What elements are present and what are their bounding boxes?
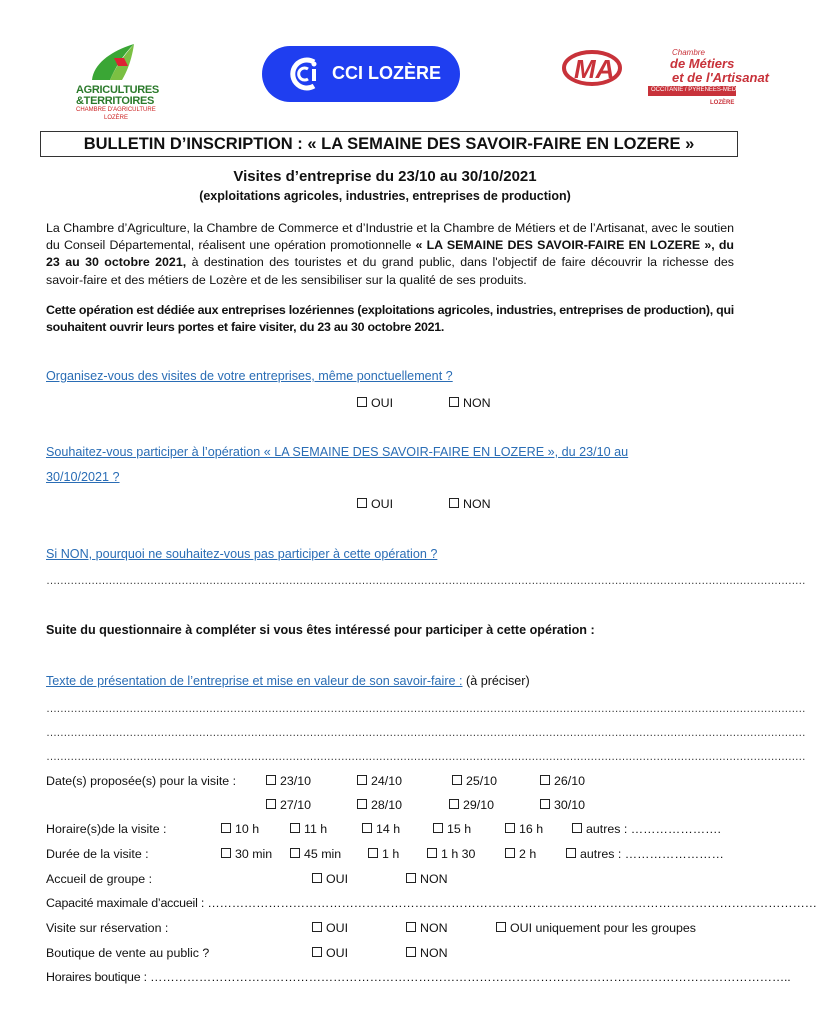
checkbox-icon <box>449 799 459 809</box>
checkbox-icon <box>266 775 276 785</box>
horaire-option: 16 h <box>519 822 544 836</box>
boutique-non-label: NON <box>420 946 448 960</box>
suite-heading: Suite du questionnaire à compléter si vous êtes intéressé pour participer à cette opération : <box>46 623 595 637</box>
checkbox-icon <box>290 848 300 858</box>
horaire-checkbox[interactable] <box>290 822 327 836</box>
presentation-answer-line-2[interactable]: ………………………………………………………………………………………………………………………………………………………………………………………………… <box>46 727 806 739</box>
reservation-non-checkbox[interactable] <box>406 921 448 935</box>
date-checkbox[interactable] <box>266 774 311 788</box>
cma-region-band <box>648 86 771 96</box>
accueil-non-label: NON <box>420 872 448 886</box>
subtitle-detail: (exploitations agricoles, industries, entreprises de production) <box>199 189 571 203</box>
q1-oui-checkbox[interactable] <box>357 396 393 410</box>
duree-option: 45 min <box>304 847 342 861</box>
duree-checkbox[interactable] <box>221 847 272 861</box>
checkbox-icon <box>505 848 515 858</box>
question-visits: Organisez-vous des visites de votre entreprises, même ponctuellement ? <box>46 369 453 383</box>
q2-oui-checkbox[interactable] <box>357 497 393 511</box>
question-participate-line2: 30/10/2021 ? <box>46 470 120 484</box>
intro-paragraph <box>46 220 734 289</box>
horaire-checkbox[interactable] <box>572 822 721 836</box>
page-title: BULLETIN D’INSCRIPTION : « LA SEMAINE DES SAVOIR-FAIRE EN LOZERE » <box>83 135 695 153</box>
checkbox-icon <box>266 799 276 809</box>
cma-emblem-icon <box>562 46 646 90</box>
checkbox-icon <box>566 848 576 858</box>
reservation-oui-checkbox[interactable] <box>312 921 348 935</box>
date-checkbox[interactable] <box>540 774 585 788</box>
cma-logo-text-1: Chambre <box>672 48 705 57</box>
cma-logo-text-2: de Métiers <box>670 56 735 71</box>
why-not-answer-line[interactable]: ………………………………………………………………………………………………………………………………………………………………………………………………… <box>46 575 806 587</box>
reservation-groupes-label: OUI uniquement pour les groupes <box>510 921 696 935</box>
checkbox-icon <box>505 823 515 833</box>
checkbox-icon <box>540 775 550 785</box>
subtitle: Visites d’entreprise du 23/10 au 30/10/2021 <box>233 168 537 185</box>
q1-non-label: NON <box>463 396 491 410</box>
checkbox-icon <box>312 947 322 957</box>
checkbox-icon <box>449 397 459 407</box>
date-label: 27/10 <box>280 798 312 812</box>
duree-checkbox[interactable] <box>505 847 536 861</box>
date-checkbox[interactable] <box>540 798 585 812</box>
intro-text-a: La Chambre d’Agriculture, la Chambre de Commerce et d’Industrie et la Chambre de Métiers et de l’Artisanat, avec le soutien du Conseil Départemental, réalisent une opération promotionnelle <box>46 221 735 253</box>
checkbox-icon <box>357 775 367 785</box>
reservation-label: Visite sur réservation : <box>46 921 169 935</box>
date-label: 24/10 <box>371 774 403 788</box>
presentation-question <box>46 674 530 688</box>
presentation-link: Texte de présentation de l’entreprise et mise en valeur de son savoir-faire : <box>46 674 463 688</box>
reservation-groupes-checkbox[interactable] <box>496 921 696 935</box>
checkbox-icon <box>357 799 367 809</box>
accueil-oui-checkbox[interactable] <box>312 872 348 886</box>
date-label: 29/10 <box>463 798 495 812</box>
title-box <box>40 131 738 157</box>
checkbox-icon <box>449 498 459 508</box>
boutique-label: Boutique de vente au public ? <box>46 946 210 960</box>
checkbox-icon <box>221 848 231 858</box>
duree-option: 2 h <box>519 847 537 861</box>
duree-checkbox[interactable] <box>566 847 724 861</box>
horaires-boutique-field[interactable]: Horaires boutique : ………………………………………………………………………………………………………………………………………….. <box>46 970 791 984</box>
horaire-option: autres : …………………. <box>586 822 721 836</box>
checkbox-icon <box>540 799 550 809</box>
q1-non-checkbox[interactable] <box>449 396 491 410</box>
checkbox-icon <box>427 848 437 858</box>
dedication-paragraph: Cette opération est dédiée aux entreprises lozériennes (exploitations agricoles, industries, entreprises de production), qui souhaitent ouvrir leurs portes et faire visiter, du 23 au 30 octobre 2021. <box>46 303 734 335</box>
date-checkbox[interactable] <box>449 798 494 812</box>
svg-text:MA: MA <box>574 54 615 84</box>
horaire-checkbox[interactable] <box>505 822 543 836</box>
agri-logo-text-4: LOZÈRE <box>104 115 129 121</box>
horaire-option: 14 h <box>376 822 401 836</box>
checkbox-icon <box>357 397 367 407</box>
duree-option: 1 h 30 <box>441 847 476 861</box>
agri-logo-text-3: CHAMBRE D'AGRICULTURE <box>76 107 156 113</box>
checkbox-icon <box>496 922 506 932</box>
accueil-oui-label: OUI <box>326 872 349 886</box>
q2-oui-label: OUI <box>371 497 394 511</box>
question-why-not: Si NON, pourquoi ne souhaitez-vous pas participer à cette opération ? <box>46 547 438 561</box>
boutique-oui-checkbox[interactable] <box>312 946 348 960</box>
horaire-checkbox[interactable] <box>433 822 471 836</box>
duree-checkbox[interactable] <box>427 847 475 861</box>
cma-region-text: OCCITANIE / PYRÉNÉES-MÉDITERRANÉE <box>651 87 771 93</box>
horaire-option: 11 h <box>304 822 328 836</box>
presentation-suffix: (à préciser) <box>462 674 530 688</box>
accueil-label: Accueil de groupe : <box>46 872 153 886</box>
q2-non-checkbox[interactable] <box>449 497 491 511</box>
question-participate-line1: Souhaitez-vous participer à l’opération « LA SEMAINE DES SAVOIR-FAIRE EN LOZERE », du 23/10 au <box>46 445 629 459</box>
horaire-checkbox[interactable] <box>362 822 400 836</box>
capacite-field[interactable]: Capacité maximale d’accueil : …………………………………………………………………………………………………………………………………… <box>46 896 817 910</box>
date-label: 25/10 <box>466 774 498 788</box>
date-checkbox[interactable] <box>357 798 402 812</box>
duree-option: 1 h <box>382 847 400 861</box>
q1-oui-label: OUI <box>371 396 394 410</box>
intro-text-bold: « LA SEMAINE DES SAVOIR-FAIRE EN LOZERE », du 23 au 30 octobre 2021, <box>46 238 734 270</box>
cci-lozere-logo <box>262 46 460 102</box>
dates-label: Date(s) proposée(s) pour la visite : <box>46 774 237 788</box>
leaf-logo-icon <box>84 40 144 84</box>
horaire-option: 15 h <box>447 822 472 836</box>
cma-logo <box>560 42 771 110</box>
date-label: 23/10 <box>280 774 312 788</box>
cma-logo-text-5: LOZÈRE <box>710 100 735 106</box>
duree-option: 30 min <box>235 847 273 861</box>
duree-checkbox[interactable] <box>368 847 399 861</box>
checkbox-icon <box>406 873 416 883</box>
checkbox-icon <box>312 922 322 932</box>
checkbox-icon <box>362 823 372 833</box>
cma-logo-text-3: et de l'Artisanat <box>672 70 770 85</box>
date-label: 28/10 <box>371 798 403 812</box>
date-label: 26/10 <box>554 774 586 788</box>
cci-emblem-icon <box>284 54 324 94</box>
date-label: 30/10 <box>554 798 586 812</box>
date-checkbox[interactable] <box>266 798 311 812</box>
presentation-answer-line-1[interactable]: ………………………………………………………………………………………………………………………………………………………………………………………………… <box>46 703 806 715</box>
reservation-oui-label: OUI <box>326 921 349 935</box>
checkbox-icon <box>368 848 378 858</box>
cci-logo-text: CCI LOZÈRE <box>332 63 442 83</box>
checkbox-icon <box>406 922 416 932</box>
checkbox-icon <box>312 873 322 883</box>
checkbox-icon <box>406 947 416 957</box>
horaire-checkbox[interactable] <box>221 822 259 836</box>
presentation-answer-line-3[interactable]: ………………………………………………………………………………………………………………………………………………………………………………………………… <box>46 751 806 763</box>
horaire-option: 10 h <box>235 822 260 836</box>
chambre-agriculture-logo <box>74 40 164 122</box>
checkbox-icon <box>357 498 367 508</box>
checkbox-icon <box>433 823 443 833</box>
date-checkbox[interactable] <box>357 774 402 788</box>
checkbox-icon <box>452 775 462 785</box>
q2-non-label: NON <box>463 497 491 511</box>
accueil-non-checkbox[interactable] <box>406 872 448 886</box>
agri-logo-text-2: &TERRITOIRES <box>76 95 155 107</box>
duree-option: autres : …………………… <box>580 847 724 861</box>
checkbox-icon <box>572 823 582 833</box>
reservation-non-label: NON <box>420 921 448 935</box>
boutique-oui-label: OUI <box>326 946 349 960</box>
date-checkbox[interactable] <box>452 774 497 788</box>
horaire-label: Horaire(s)de la visite : <box>46 822 167 836</box>
agri-logo-text-1: AGRICULTURES <box>76 84 159 96</box>
checkbox-icon <box>221 823 231 833</box>
duree-checkbox[interactable] <box>290 847 341 861</box>
checkbox-icon <box>290 823 300 833</box>
intro-text-c: à destination des touristes et du grand public, dans l'objectif de faire découvrir la richesse des savoir-faire et des métiers de Lozère et de les sensibiliser sur la qualité de ses produits. <box>46 255 734 287</box>
duree-label: Durée de la visite : <box>46 847 149 861</box>
boutique-non-checkbox[interactable] <box>406 946 448 960</box>
